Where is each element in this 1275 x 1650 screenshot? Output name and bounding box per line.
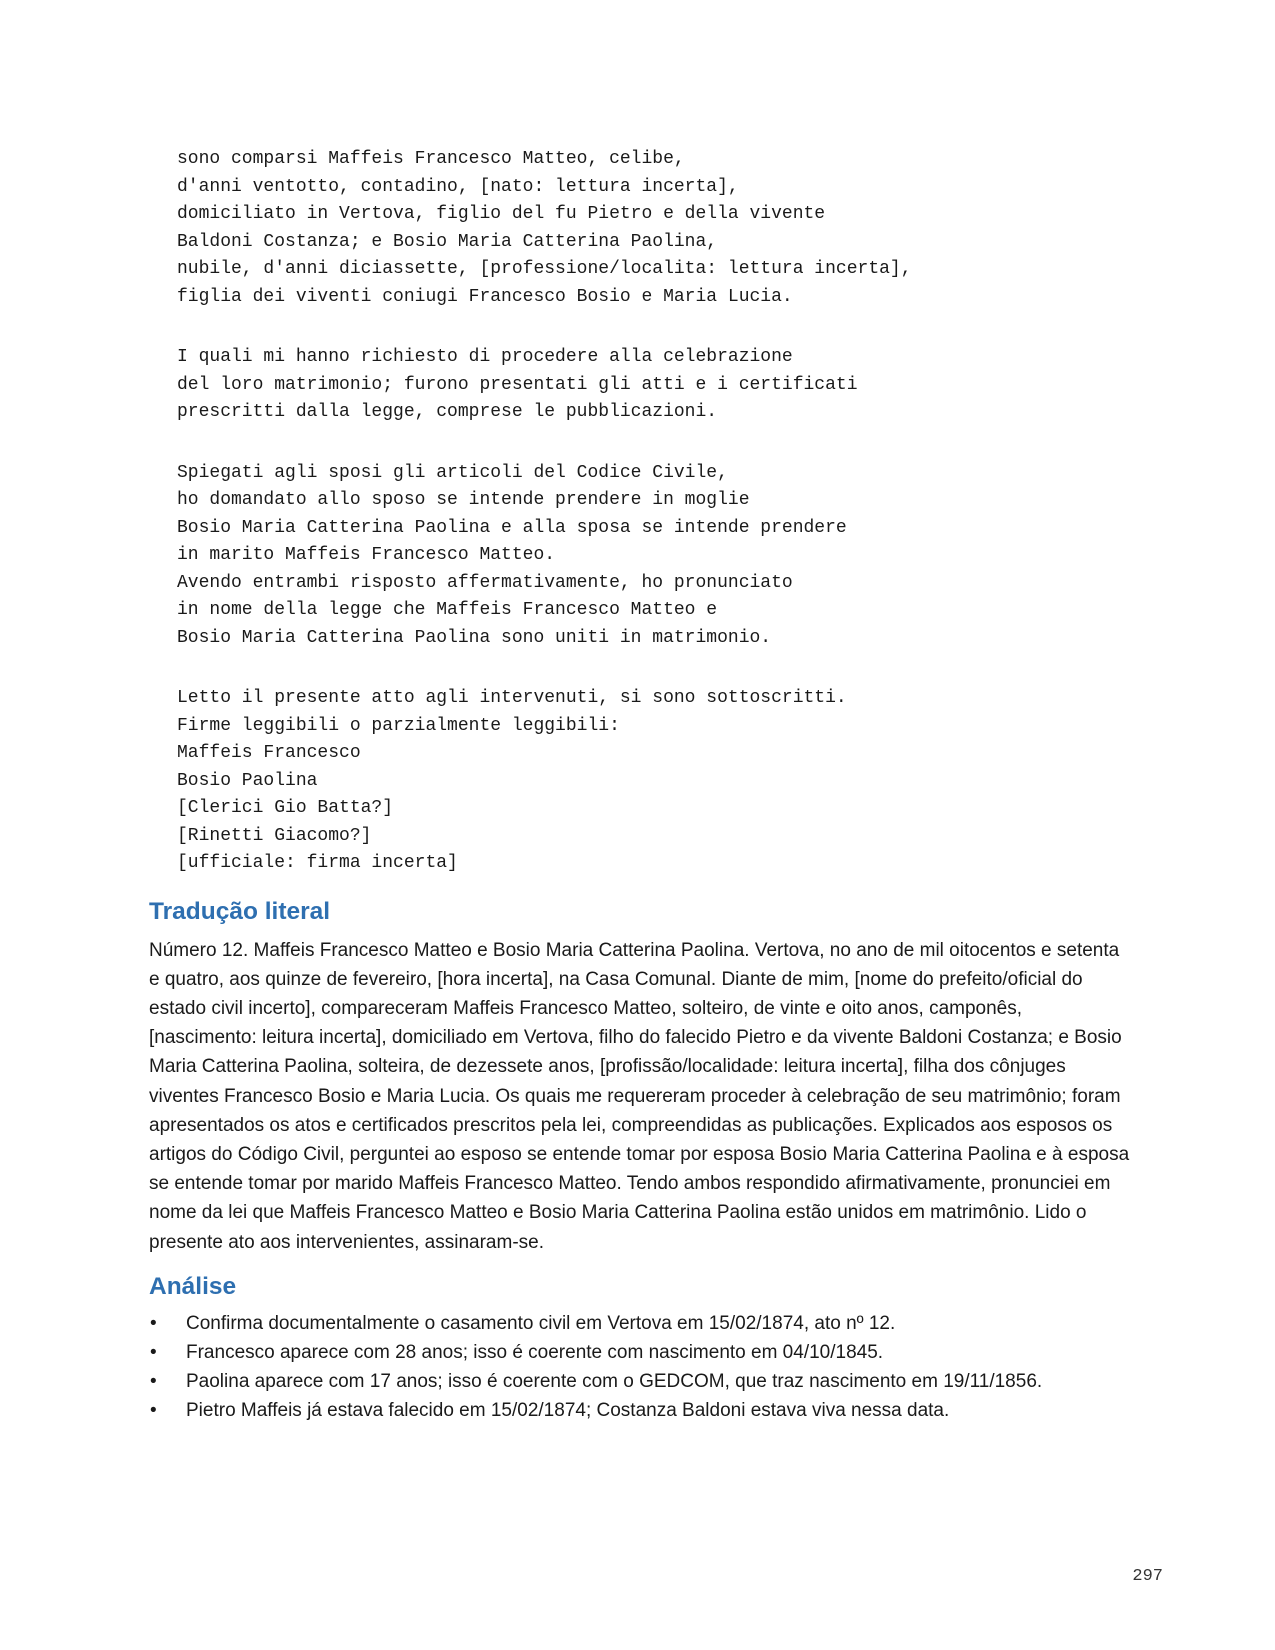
signature-line: [Rinetti Giacomo?] <box>177 825 372 846</box>
transcription-line: del loro matrimonio; furono presentati gli atti e i certificati <box>177 374 858 395</box>
transcription-paragraph <box>177 146 1129 311</box>
transcription-line: Spiegati agli sposi gli articoli del Codice Civile, <box>177 462 728 483</box>
analysis-list <box>149 1309 1129 1426</box>
transcription-line: Bosio Maria Catterina Paolina sono uniti in matrimonio. <box>177 627 772 648</box>
transcription-line: Bosio Maria Catterina Paolina e alla sposa se intende prendere <box>177 517 847 538</box>
transcription-line: Baldoni Costanza; e Bosio Maria Catterina Paolina, <box>177 231 718 252</box>
analysis-item <box>149 1338 1129 1367</box>
bullet-icon: • <box>150 1312 157 1334</box>
transcription-paragraph <box>177 685 1129 878</box>
translation-heading: Tradução literal <box>149 897 331 925</box>
translation-text: Número 12. Maffeis Francesco Matteo e Bosio Maria Catterina Paolina. Vertova, no ano de mil oitocentos e setenta e quatro, aos quinze de fevereiro, [hora incerta], na Casa Comunal. Diante de mim, [nome do prefeito/oficial do estado civil incerto], compareceram Maffeis Francesco Matteo, solteiro, de vinte e oito anos, camponês, [nascimento: leitura incerta], domiciliado em Vertova, filho do falecido Pietro e da vivente Baldoni Costanza; e Bosio Maria Catterina Paolina, solteira, de dezessete anos, [profissão/localidade: leitura incerta], filha dos cônjuges viventes Francesco Bosio e Maria Lucia. Os quais me requereram proceder à celebração de seu matrimônio; foram apresentados os atos e certificados prescritos pela lei, compreendidas as publicações. Explicados aos esposos os artigos do Código Civil, perguntei ao esposo se entende tomar por esposa Bosio Maria Catterina Paolina e à esposa se entende tomar por marido Maffeis Francesco Matteo. Tendo ambos respondido afirmativamente, pronunciei em nome da lei que Maffeis Francesco Matteo e Bosio Maria Catterina Paolina estão unidos em matrimônio. Lido o presente ato aos intervenientes, assinaram-se. <box>149 939 1130 1253</box>
bullet-icon: • <box>150 1341 157 1363</box>
transcription-paragraph <box>177 344 1129 427</box>
transcription-line: Letto il presente atto agli intervenuti, si sono sottoscritti. <box>177 688 847 708</box>
transcription-line: in marito Maffeis Francesco Matteo. <box>177 545 556 565</box>
signature-line: Maffeis Francesco <box>177 743 361 763</box>
transcription-line: nubile, d'anni diciassette, [professione/localita: lettura incerta], <box>177 259 912 279</box>
transcription-line: sono comparsi Maffeis Francesco Matteo, celibe, <box>177 149 685 169</box>
original-transcription <box>177 146 1129 878</box>
analysis-item-text: Pietro Maffeis já estava falecido em 15/02/1874; Costanza Baldoni estava viva nessa data. <box>186 1400 950 1422</box>
transcription-paragraph <box>177 460 1129 653</box>
analysis-item-text: Paolina aparece com 17 anos; isso é coerente com o GEDCOM, que traz nascimento em 19/11/1856. <box>186 1371 1043 1393</box>
transcription-line: prescritti dalla legge, comprese le pubblicazioni. <box>177 402 718 422</box>
document-page <box>149 146 1129 1426</box>
analysis-item-text: Confirma documentalmente o casamento civil em Vertova em 15/02/1874, ato nº 12. <box>186 1312 896 1334</box>
transcription-line: domiciliato in Vertova, figlio del fu Pietro e della vivente <box>177 204 826 224</box>
signature-line: [ufficiale: firma incerta] <box>177 853 458 873</box>
analysis-item-text: Francesco aparece com 28 anos; isso é coerente com nascimento em 04/10/1845. <box>186 1341 884 1363</box>
analysis-item <box>149 1396 1129 1425</box>
analysis-item <box>149 1309 1129 1338</box>
analysis-item <box>149 1367 1129 1396</box>
transcription-line: Avendo entrambi risposto affermativamente, ho pronunciato <box>177 572 793 593</box>
analysis-heading: Análise <box>149 1272 237 1300</box>
transcription-line: ho domandato allo sposo se intende prendere in moglie <box>177 490 750 510</box>
transcription-line: Firme leggibili o parzialmente leggibili: <box>177 715 620 736</box>
bullet-icon: • <box>150 1371 157 1393</box>
signature-line: [Clerici Gio Batta?] <box>177 798 394 818</box>
transcription-line: I quali mi hanno richiesto di procedere alla celebrazione <box>177 347 793 367</box>
bullet-icon: • <box>150 1400 157 1422</box>
page-number: 297 <box>1132 1567 1163 1586</box>
transcription-line: in nome della legge che Maffeis Francesco Matteo e <box>177 600 718 620</box>
transcription-line: d'anni ventotto, contadino, [nato: lettura incerta], <box>177 176 739 197</box>
transcription-line: figlia dei viventi coniugi Francesco Bosio e Maria Lucia. <box>177 286 793 307</box>
signature-line: Bosio Paolina <box>177 770 318 791</box>
